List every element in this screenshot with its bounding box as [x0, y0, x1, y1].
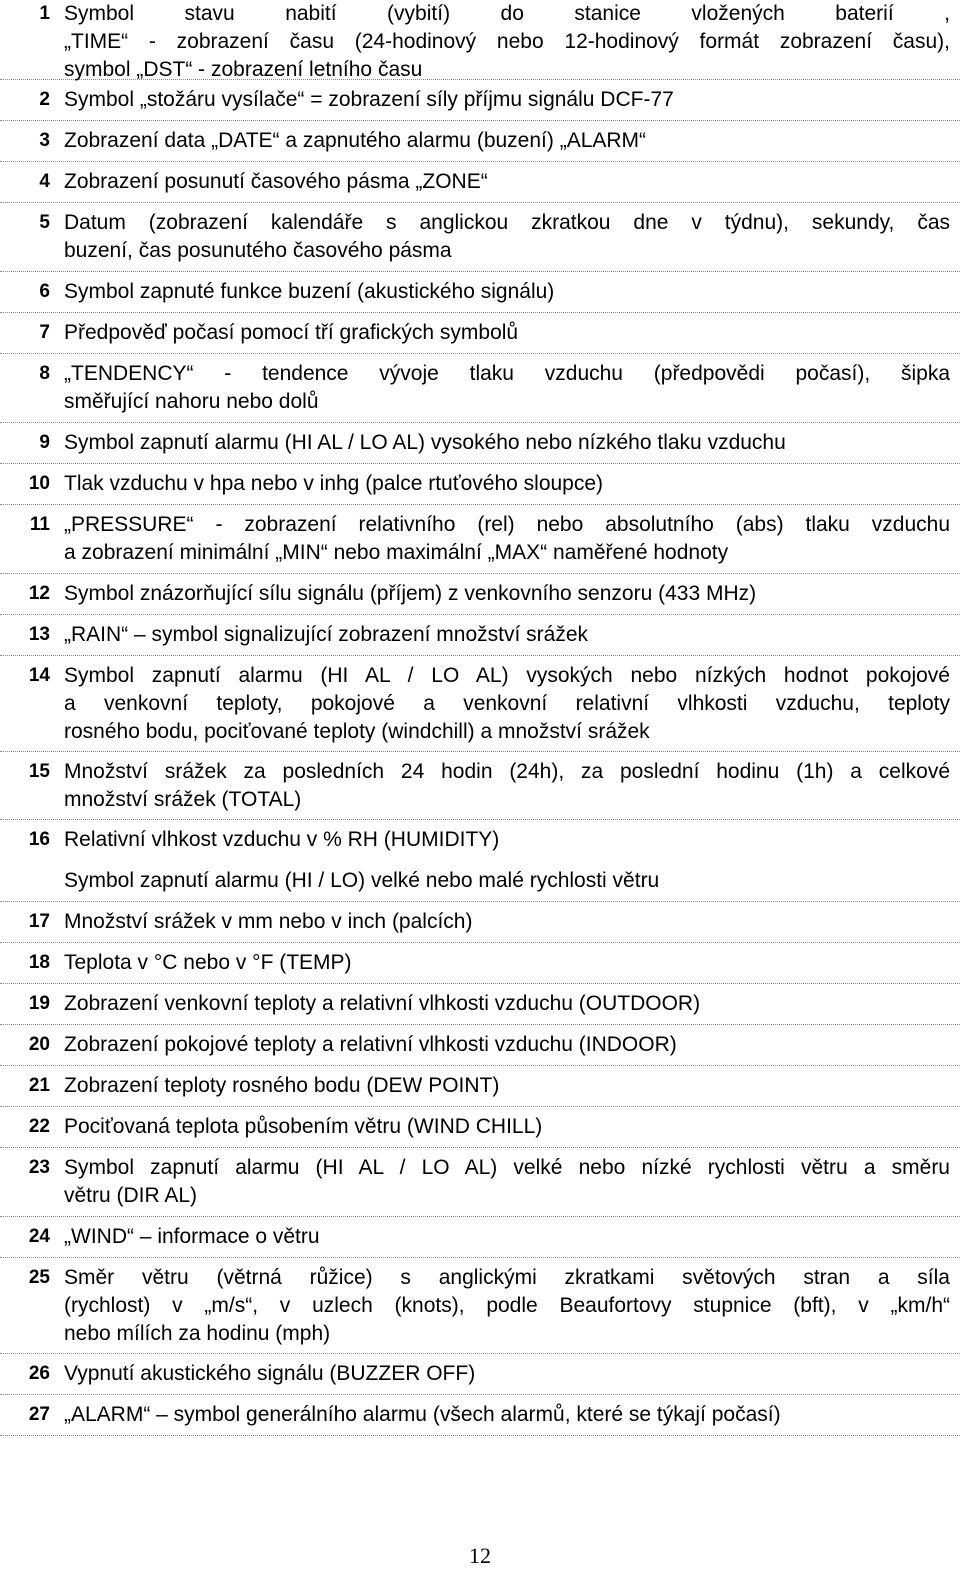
- item-description: [64, 861, 960, 895]
- description-line: Symbol stavu nabití (vybití) do stanice vložených baterií ,: [64, 2, 950, 25]
- legend-item-4: [0, 162, 960, 203]
- item-number: 23: [28, 1157, 50, 1178]
- legend-item-20: [0, 1025, 960, 1066]
- description-line: Předpověď počasí pomocí tří grafických symbolů: [64, 321, 519, 344]
- item-description: [64, 1148, 960, 1210]
- legend-item-24: [0, 1217, 960, 1258]
- description-line: Směr větru (větrná růžice) s anglickými zkratkami světových stran a síla: [64, 1266, 950, 1289]
- description-line: a zobrazení minimální „MIN“ nebo maximální „MAX“ naměřené hodnoty: [64, 541, 729, 564]
- description-line: Zobrazení data „DATE“ a zapnutého alarmu (buzení) „ALARM“: [64, 129, 647, 152]
- item-description: [64, 354, 960, 416]
- legend-item-3: [0, 121, 960, 162]
- item-number: 10: [28, 473, 50, 494]
- description-line: Tlak vzduchu v hpa nebo v inhg (palce rtuťového sloupce): [64, 472, 604, 495]
- item-description: [64, 464, 960, 498]
- item-number: 20: [28, 1034, 50, 1055]
- legend-item-25: [0, 1258, 960, 1354]
- description-line: Symbol zapnutí alarmu (HI AL / LO AL) velké nebo nízké rychlosti větru a směru: [64, 1156, 950, 1179]
- legend-item-10: [0, 464, 960, 505]
- item-number: 4: [39, 171, 50, 192]
- item-description: [64, 615, 960, 649]
- item-number: 2: [39, 89, 50, 110]
- legend-item-9: [0, 423, 960, 464]
- item-number: 24: [28, 1226, 50, 1247]
- item-description: [64, 574, 960, 608]
- item-description: [64, 1066, 960, 1100]
- description-line: Vypnutí akustického signálu (BUZZER OFF): [64, 1362, 476, 1385]
- item-number: 5: [39, 212, 50, 233]
- description-line: Zobrazení posunutí časového pásma „ZONE“: [64, 170, 488, 193]
- item-number: 27: [28, 1404, 50, 1425]
- item-number: 14: [28, 665, 50, 686]
- item-description: [64, 1217, 960, 1251]
- item-description: [64, 1107, 960, 1141]
- description-line: směřující nahoru nebo dolů: [64, 390, 319, 413]
- item-number: 18: [28, 952, 50, 973]
- item-description: [64, 162, 960, 196]
- item-description: [64, 656, 960, 746]
- item-number: 8: [39, 363, 50, 384]
- item-number: 16: [28, 829, 50, 850]
- description-line: Symbol zapnutí alarmu (HI AL / LO AL) vysokých nebo nízkých hodnot pokojové: [64, 664, 950, 687]
- legend-item-21: [0, 1066, 960, 1107]
- description-line: Symbol znázorňující sílu signálu (příjem) z venkovního senzoru (433 MHz): [64, 582, 757, 605]
- legend-item-27: [0, 1395, 960, 1436]
- item-number: 21: [28, 1075, 50, 1096]
- item-description: [64, 1025, 960, 1059]
- description-line: „TENDENCY“ - tendence vývoje tlaku vzduchu (předpovědi počasí), šipka: [64, 362, 950, 385]
- legend-item-17: [0, 902, 960, 943]
- item-description: [64, 1395, 960, 1429]
- description-line: Symbol „stožáru vysílače“ = zobrazení síly příjmu signálu DCF-77: [64, 88, 674, 111]
- legend-item-8: [0, 354, 960, 423]
- legend-item-2: [0, 80, 960, 121]
- item-description: [64, 1354, 960, 1388]
- item-number: 22: [28, 1116, 50, 1137]
- legend-item-16: [0, 820, 960, 861]
- item-number: 15: [28, 761, 50, 782]
- description-line: Relativní vlhkost vzduchu v % RH (HUMIDITY): [64, 828, 500, 851]
- item-description: [64, 505, 960, 567]
- description-line: Pociťovaná teplota působením větru (WIND CHILL): [64, 1115, 543, 1138]
- legend-item-22: [0, 1107, 960, 1148]
- description-line: „ALARM“ – symbol generálního alarmu (všech alarmů, které se týkají počasí): [64, 1403, 781, 1426]
- description-line: Množství srážek za posledních 24 hodin (24h), za poslední hodinu (1h) a celkové: [64, 760, 950, 783]
- legend-item-12: [0, 574, 960, 615]
- item-description: [64, 984, 960, 1018]
- item-description: [64, 423, 960, 457]
- item-number: 1: [39, 3, 50, 24]
- description-line: Zobrazení teploty rosného bodu (DEW POINT): [64, 1074, 500, 1097]
- item-number: 19: [28, 993, 50, 1014]
- legend-item-6: [0, 272, 960, 313]
- item-description: [64, 0, 960, 84]
- page-number: 12: [469, 1543, 491, 1568]
- item-number: 6: [39, 281, 50, 302]
- legend-item-unnumbered: [0, 861, 960, 902]
- description-line: „WIND“ – informace o větru: [64, 1225, 320, 1248]
- description-line: Množství srážek v mm nebo v inch (palcích): [64, 910, 473, 933]
- description-line: „TIME“ - zobrazení času (24-hodinový nebo 12-hodinový formát zobrazení času),: [64, 30, 950, 53]
- description-line: rosného bodu, pociťované teploty (windchill) a množství srážek: [64, 720, 650, 743]
- description-line: Teplota v °C nebo v °F (TEMP): [64, 951, 352, 974]
- item-number: 3: [39, 130, 50, 151]
- item-number: 7: [39, 322, 50, 343]
- legend-item-15: [0, 752, 960, 820]
- description-line: buzení, čas posunutého časového pásma: [64, 239, 452, 262]
- legend-item-7: [0, 313, 960, 354]
- item-number: 12: [28, 583, 50, 604]
- item-description: [64, 121, 960, 155]
- description-line: Datum (zobrazení kalendáře s anglickou zkratkou dne v týdnu), sekundy, čas: [64, 211, 950, 234]
- legend-item-1: [0, 0, 960, 80]
- description-line: „PRESSURE“ - zobrazení relativního (rel) nebo absolutního (abs) tlaku vzduchu: [64, 513, 950, 536]
- item-description: [64, 943, 960, 977]
- description-line: Symbol zapnutí alarmu (HI AL / LO AL) vysokého nebo nízkého tlaku vzduchu: [64, 431, 786, 454]
- item-description: [64, 752, 960, 814]
- description-line: množství srážek (TOTAL): [64, 788, 302, 811]
- description-line: „RAIN“ – symbol signalizující zobrazení množství srážek: [64, 623, 589, 646]
- item-number: 17: [28, 911, 50, 932]
- legend-item-18: [0, 943, 960, 984]
- item-description: [64, 902, 960, 936]
- description-line: a venkovní teploty, pokojové a venkovní relativní vlhkosti vzduchu, teploty: [64, 692, 950, 715]
- legend-item-5: [0, 203, 960, 272]
- item-number: 13: [28, 624, 50, 645]
- item-description: [64, 313, 960, 347]
- description-line: Zobrazení pokojové teploty a relativní vlhkosti vzduchu (INDOOR): [64, 1033, 677, 1056]
- item-description: [64, 1258, 960, 1348]
- item-description: [64, 203, 960, 265]
- item-number: [0, 861, 50, 867]
- legend-item-14: [0, 656, 960, 752]
- description-line: Symbol zapnutí alarmu (HI / LO) velké nebo malé rychlosti větru: [64, 869, 660, 892]
- legend-item-26: [0, 1354, 960, 1395]
- item-description: [64, 80, 960, 114]
- description-line: větru (DIR AL): [64, 1184, 198, 1207]
- legend-item-13: [0, 615, 960, 656]
- item-description: [64, 820, 960, 854]
- description-line: nebo mílích za hodinu (mph): [64, 1322, 331, 1345]
- legend-item-19: [0, 984, 960, 1025]
- item-number: 11: [29, 514, 50, 535]
- description-line: Symbol zapnuté funkce buzení (akustického signálu): [64, 280, 555, 303]
- item-number: 9: [39, 432, 50, 453]
- description-line: (rychlost) v „m/s“, v uzlech (knots), podle Beaufortovy stupnice (bft), v „km/h“: [64, 1294, 950, 1317]
- legend-item-11: [0, 505, 960, 574]
- item-number: 26: [28, 1363, 50, 1384]
- item-description: [64, 272, 960, 306]
- legend-item-23: [0, 1148, 960, 1217]
- item-number: 25: [28, 1267, 50, 1288]
- description-line: symbol „DST“ - zobrazení letního času: [64, 58, 423, 81]
- description-line: Zobrazení venkovní teploty a relativní vlhkosti vzduchu (OUTDOOR): [64, 992, 701, 1015]
